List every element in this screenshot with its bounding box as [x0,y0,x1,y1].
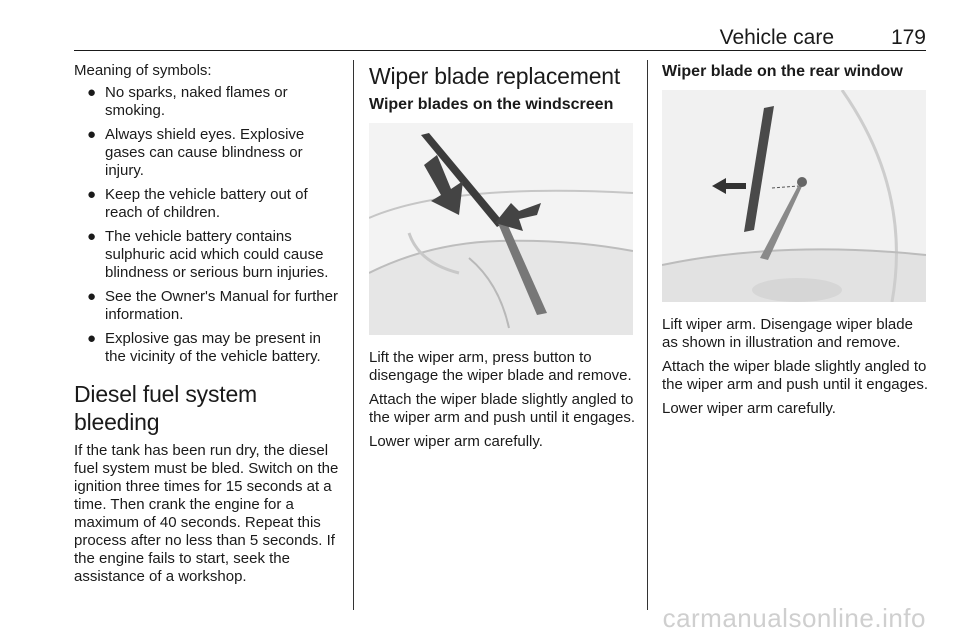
list-item: ● No sparks, naked flames or smoking. [87,84,288,119]
wiper-heading: Wiper blade replacement [369,63,621,89]
list-item: ● Explosive gas may be present in the vicinity of the vehicle battery. [87,330,321,365]
column-left [74,62,344,586]
bullet-icon: ● [87,288,97,305]
rear-step2: Attach the wiper blade slightly angled to the wiper arm and push until it engages. [662,358,928,393]
column-middle [369,62,635,451]
symbols-list [74,84,344,366]
windscreen-step2: Attach the wiper blade slightly angled to the wiper arm and push until it engages. [369,391,635,426]
windscreen-subheading: Wiper blades on the windscreen [369,96,614,113]
rear-window-subheading: Wiper blade on the rear window [662,63,903,80]
bullet-icon: ● [87,330,97,347]
windscreen-step3: Lower wiper arm carefully. [369,433,543,450]
page-number: 179 [890,26,926,49]
list-item: ● Keep the vehicle battery out of reach of children. [87,186,308,221]
bullet-icon: ● [87,84,97,101]
column-divider [647,60,648,610]
column-divider [353,60,354,610]
diesel-heading: Diesel fuel system bleeding [74,381,258,435]
rear-wiper-illustration [662,90,926,302]
bullet-icon: ● [87,126,97,143]
symbols-intro: Meaning of symbols: [74,62,212,79]
page-header [74,26,926,51]
list-item: ● Always shield eyes. Explosive gases can cause blindness or injury. [87,126,305,179]
list-item: ● The vehicle battery contains sulphuric acid which could cause blindness or serious burn injuries. [87,228,329,281]
windscreen-step1: Lift the wiper arm, press button to disengage the wiper blade and remove. [369,349,632,384]
rear-step1: Lift wiper arm. Disengage wiper blade as shown in illustration and remove. [662,316,913,351]
column-right [662,62,928,418]
section-title: Vehicle care [719,26,834,49]
watermark: carmanualsonline.info [662,603,926,633]
rear-step3: Lower wiper arm carefully. [662,400,836,417]
bullet-icon: ● [87,228,97,245]
list-item: ● See the Owner's Manual for further information. [87,288,338,323]
windscreen-wiper-illustration [369,123,633,335]
diesel-text: If the tank has been run dry, the diesel fuel system must be bled. Switch on the ignition three times for 15 seconds at a time. Then crank the engine for a maximum of 40 seconds. Repeat this process after no less than 5 seconds. If the engine fails to start, seek the assistance of a workshop. [74,442,339,585]
bullet-icon: ● [87,186,97,203]
